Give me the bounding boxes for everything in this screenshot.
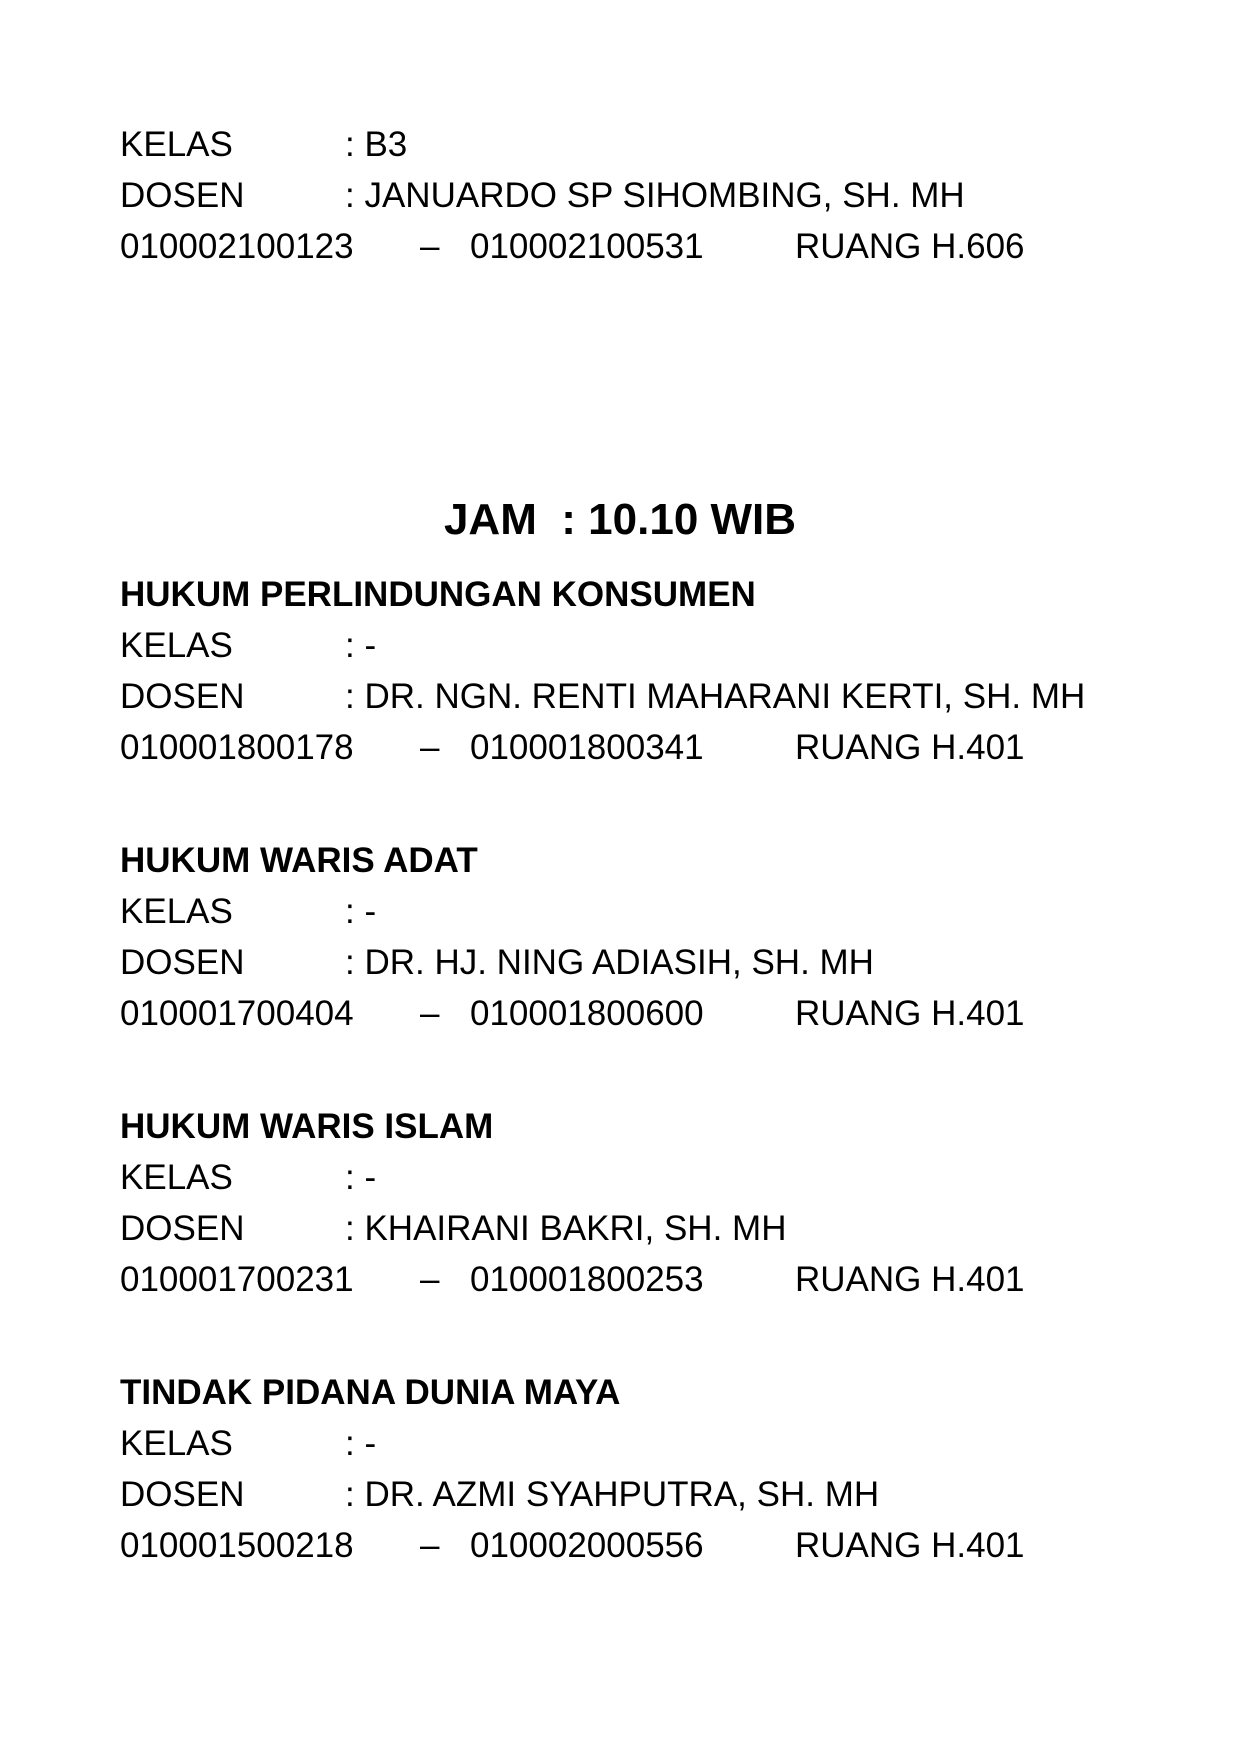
- dosen-value: : KHAIRANI BAKRI, SH. MH: [345, 1209, 787, 1248]
- dosen-label: DOSEN: [120, 677, 245, 716]
- room-label: RUANG H.401: [795, 1260, 1025, 1299]
- range-dash: –: [420, 728, 440, 767]
- id-range-end: 010002000556: [470, 1526, 704, 1565]
- id-range-start: 010002100123: [120, 227, 354, 266]
- kelas-value: : B3: [345, 125, 408, 164]
- kelas-label: KELAS: [120, 1158, 233, 1197]
- kelas-label: KELAS: [120, 125, 233, 164]
- room-label: RUANG H.606: [795, 227, 1025, 266]
- id-range-start: 010001700231: [120, 1260, 354, 1299]
- kelas-value: : -: [345, 1158, 377, 1197]
- kelas-value: : -: [345, 626, 377, 665]
- id-range-start: 010001800178: [120, 728, 354, 767]
- id-range-end: 010002100531: [470, 227, 704, 266]
- dosen-label: DOSEN: [120, 1209, 245, 1248]
- kelas-label: KELAS: [120, 892, 233, 931]
- course-title: HUKUM WARIS ISLAM: [120, 1107, 494, 1146]
- range-dash: –: [420, 1260, 440, 1299]
- dosen-label: DOSEN: [120, 176, 245, 215]
- id-range-start: 010001500218: [120, 1526, 354, 1565]
- room-label: RUANG H.401: [795, 1526, 1025, 1565]
- kelas-label: KELAS: [120, 626, 233, 665]
- id-range-end: 010001800600: [470, 994, 704, 1033]
- course-title: HUKUM WARIS ADAT: [120, 841, 478, 880]
- kelas-label: KELAS: [120, 1424, 233, 1463]
- id-range-start: 010001700404: [120, 994, 354, 1033]
- dosen-value: : DR. NGN. RENTI MAHARANI KERTI, SH. MH: [345, 677, 1086, 716]
- range-dash: –: [420, 1526, 440, 1565]
- course-title: HUKUM PERLINDUNGAN KONSUMEN: [120, 575, 756, 614]
- id-range-end: 010001800341: [470, 728, 704, 767]
- room-label: RUANG H.401: [795, 728, 1025, 767]
- dosen-value: : JANUARDO SP SIHOMBING, SH. MH: [345, 176, 965, 215]
- range-dash: –: [420, 227, 440, 266]
- kelas-value: : -: [345, 892, 377, 931]
- course-title: TINDAK PIDANA DUNIA MAYA: [120, 1373, 621, 1412]
- id-range-end: 010001800253: [470, 1260, 704, 1299]
- time-heading: JAM : 10.10 WIB: [443, 495, 797, 544]
- dosen-label: DOSEN: [120, 943, 245, 982]
- dosen-value: : DR. HJ. NING ADIASIH, SH. MH: [345, 943, 874, 982]
- dosen-value: : DR. AZMI SYAHPUTRA, SH. MH: [345, 1475, 880, 1514]
- room-label: RUANG H.401: [795, 994, 1025, 1033]
- range-dash: –: [420, 994, 440, 1033]
- dosen-label: DOSEN: [120, 1475, 245, 1514]
- kelas-value: : -: [345, 1424, 377, 1463]
